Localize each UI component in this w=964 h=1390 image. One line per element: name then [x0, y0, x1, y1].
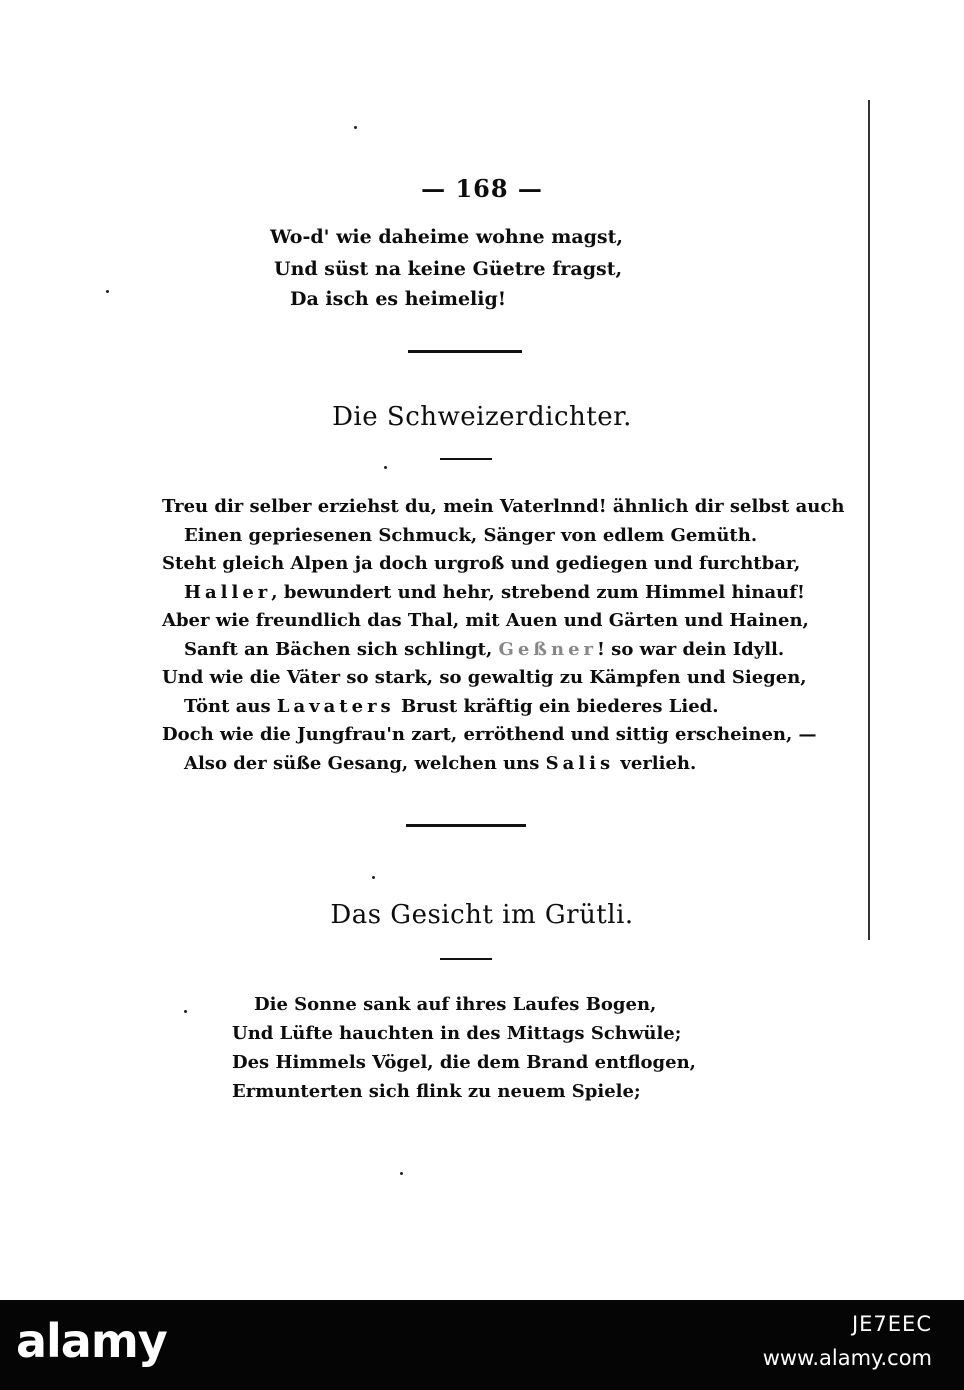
poet-name: Haller [184, 582, 272, 603]
poem-title: Das Gesicht im Grütli. [330, 900, 634, 930]
ink-speck [400, 1172, 403, 1175]
line-text: Und wie die Väter so stark, so gewaltig zu Kämpfen und Siegen, [162, 667, 807, 688]
poem-line: Und Lüfte hauchten in des Mittags Schwüle; [232, 1023, 682, 1044]
poet-name: Geßner [498, 639, 598, 660]
line-text: Tönt aus [184, 696, 277, 717]
poem-line [162, 724, 817, 745]
ink-speck [372, 876, 375, 879]
ink-speck [184, 1010, 187, 1013]
page-edge-shadow [868, 100, 870, 940]
poem-line [162, 610, 809, 631]
line-text: Sanft an Bächen sich schlingt, [184, 639, 499, 660]
watermark-footer [0, 1300, 964, 1390]
ink-speck [354, 126, 357, 129]
poem-line: Des Himmels Vögel, die dem Brand entflogen, [232, 1052, 696, 1073]
poem-line: Die Sonne sank auf ihres Laufes Bogen, [254, 994, 657, 1015]
poem-line [184, 639, 784, 660]
line-text: Also der süße Gesang, welchen uns [184, 753, 546, 774]
section-divider [406, 824, 526, 827]
poem-line [162, 553, 800, 574]
verse-line: Wo-d' wie daheime wohne magst, [270, 226, 624, 248]
line-text: Steht gleich Alpen ja doch urgroß und gediegen und furchtbar, [162, 553, 801, 574]
poem-line [162, 667, 807, 688]
page-number: — 168 — [421, 174, 543, 203]
poem-line [162, 496, 844, 517]
title-underline [440, 458, 492, 460]
poem-line [184, 525, 757, 546]
ink-speck [106, 290, 109, 293]
verse-line: Da isch es heimelig! [290, 288, 507, 310]
line-text: ! so war dein Idyll. [597, 639, 785, 660]
line-text: Doch wie die Jungfrau'n zart, erröthend und sittig erscheinen, — [162, 724, 817, 745]
poem-title: Die Schweizerdichter. [332, 402, 632, 432]
line-text: Einen gepriesenen Schmuck, Sänger von edlem Gemüth. [184, 525, 758, 546]
ink-speck [384, 466, 387, 469]
line-text: , bewundert und hehr, strebend zum Himmel hinauf! [271, 582, 805, 603]
poet-name: Salis [545, 753, 615, 774]
line-text: Treu dir selber erziehst du, mein Vaterlnnd! ähnlich dir selbst auch [162, 496, 845, 517]
alamy-logo: alamy [16, 1314, 167, 1368]
line-text: Aber wie freundlich das Thal, mit Auen und Gärten und Hainen, [162, 610, 809, 631]
section-divider [408, 350, 522, 353]
title-underline [440, 958, 492, 960]
image-id: JE7EEC [851, 1312, 932, 1336]
poem-line: Ermunterten sich flink zu neuem Spiele; [232, 1081, 641, 1102]
site-url: www.alamy.com [762, 1346, 932, 1370]
poet-name: Lavaters [276, 696, 395, 717]
line-text: Brust kräftig ein biederes Lied. [394, 696, 719, 717]
line-text: verlieh. [614, 753, 697, 774]
verse-line: Und süst na keine Güetre fragst, [274, 258, 623, 280]
poem-line [184, 696, 719, 717]
poem-line [184, 753, 696, 774]
poem-line [184, 582, 805, 603]
